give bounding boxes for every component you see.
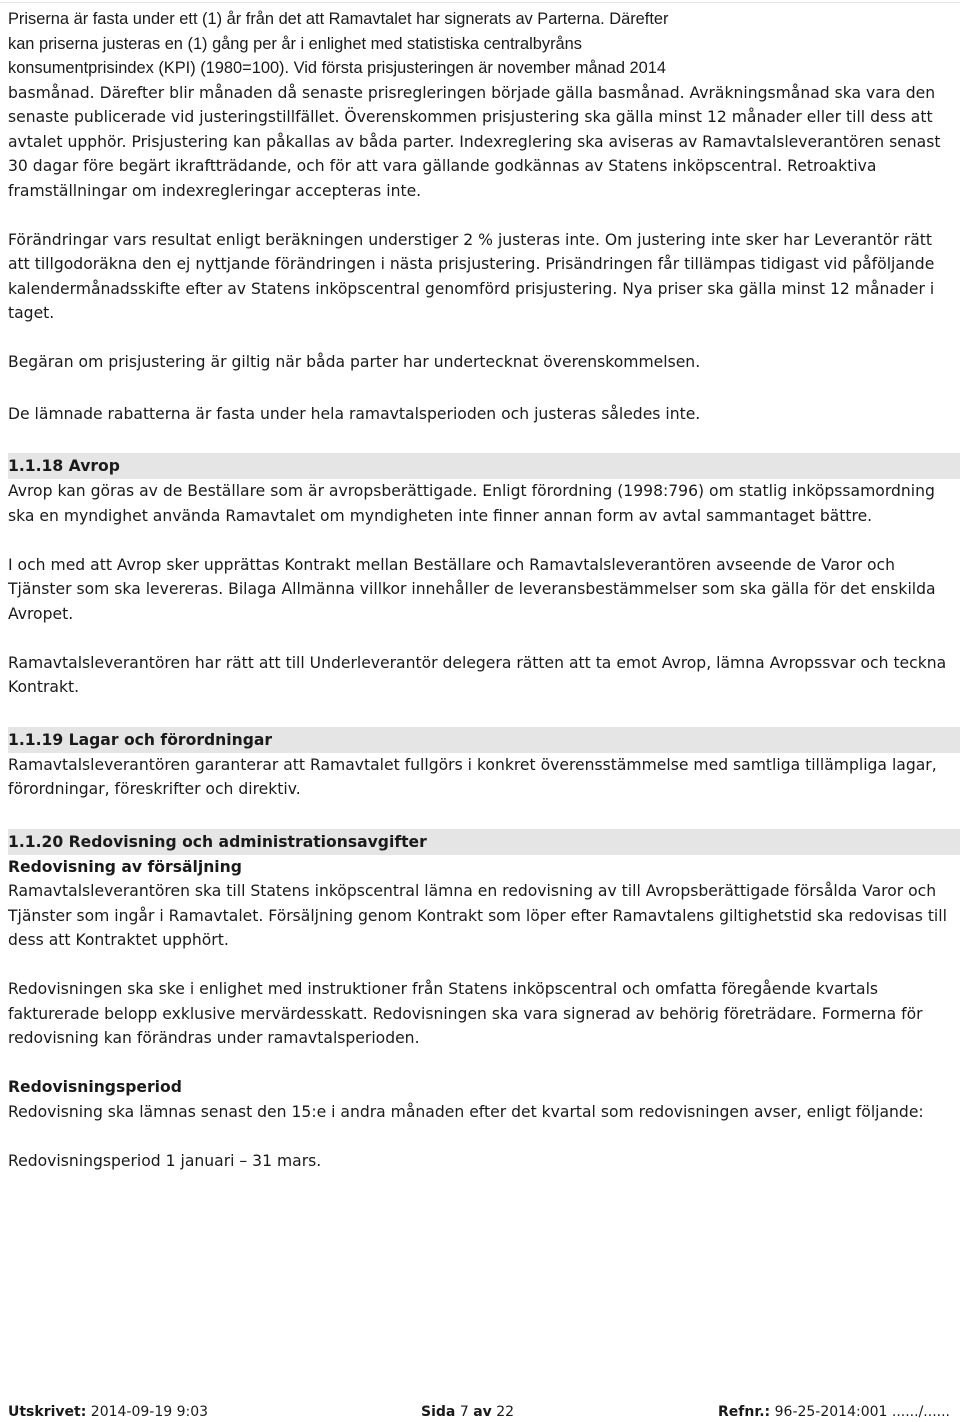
paragraph-text: basmånad. Därefter blir månaden då senaste prisregleringen började gälla basmånad. Avräkningsmånad ska vara den senaste publicerade vid justeringstillfället. Överenskommen prisjustering ska gälla minst 12 månader eller till dess att avtalet upphör. Prisjustering kan påkallas av båda parter. Indexreglering ska aviseras av Ramavtalsleverantören senast 30 dagar före begärt ikraftträdande, och för att vara gällande godkännas av Statens inköpscentral. Retroaktiva framställningar om indexregleringar accepteras inte.: [8, 83, 941, 200]
paragraph-text: Redovisningsperiod 1 januari – 31 mars.: [8, 1151, 322, 1170]
ref-value: 96-25-2014:001 ....../......: [774, 1404, 950, 1420]
paragraph-line: kan priserna justeras en (1) gång per år i enlighet med statistiska centralbyråns: [8, 34, 582, 53]
ref-label: Refnr.:: [718, 1404, 771, 1420]
section-heading: 1.1.19 Lagar och förordningar: [8, 727, 960, 753]
top-rule: [0, 2, 960, 3]
printed-label: Utskrivet:: [8, 1404, 87, 1420]
price-paragraph: [8, 7, 954, 203]
paragraph-text: Ramavtalsleverantören ska till Statens inköpscentral lämna en redovisning av till Avropsberättigade försålda Varor och Tjänster som ingår i Ramavtalet. Försäljning genom Kontrakt som löper efter Ramavtalens giltighetstid ska redovisas till dess att Kontraktet upphört.: [8, 882, 947, 949]
page-label: Sida: [421, 1404, 456, 1420]
page-of: av: [473, 1404, 492, 1420]
reference-number: [718, 1403, 950, 1421]
paragraph-line: Priserna är fasta under ett (1) år från det att Ramavtalet har signerats av Parterna. Därefter: [8, 10, 669, 28]
paragraph-text: Redovisning ska lämnas senast den 15:e i andra månaden efter det kvartal som redovisningen avser, enligt följande:: [8, 1102, 924, 1121]
paragraph-text: De lämnade rabatterna är fasta under hela ramavtalsperioden och justeras således inte.: [8, 404, 701, 423]
paragraph-text: Redovisningen ska ske i enlighet med instruktioner från Statens inköpscentral och omfatta föregående kvartals fakturerade belopp exklusive mervärdesskatt. Redovisningen ska vara signerad av behörig företrädare. Formerna för redovisning kan förändras under ramavtalsperioden.: [8, 980, 923, 1047]
paragraph-text: Ramavtalsleverantören garanterar att Ramavtalet fullgörs i konkret överensstämmelse med samtliga tillämpliga lagar, förordningar, föreskrifter och direktiv.: [8, 755, 937, 798]
paragraph-text: Avrop kan göras av de Beställare som är avropsberättigade. Enligt förordning (1998:796) om statlig inköpssamordning ska en myndighet använda Ramavtalet om myndigheten inte finner annan form av avtal sammantaget bättre.: [8, 482, 935, 525]
section-heading: 1.1.20 Redovisning och administrationsavgifter: [8, 829, 960, 855]
paragraph-text: Ramavtalsleverantören har rätt att till Underleverantör delegera rätten att ta emot Avrop, lämna Avropssvar och teckna Kontrakt.: [8, 653, 947, 696]
paragraph-text: I och med att Avrop sker upprättas Kontrakt mellan Beställare och Ramavtalsleverantören avseende de Varor och Tjänster som ska levereras. Bilaga Allmänna villkor innehåller de leveransbestämmelser som ska gälla för det enskilda Avropet.: [8, 555, 936, 623]
page-number: [421, 1403, 514, 1421]
printed-date: [8, 1403, 208, 1421]
printed-value: 2014-09-19 9:03: [90, 1404, 209, 1420]
paragraph-line: konsumentprisindex (KPI) (1980=100). Vid första prisjusteringen är november månad 2014: [8, 59, 666, 77]
subheading: Redovisningsperiod: [8, 1078, 182, 1096]
subheading: Redovisning av försäljning: [8, 857, 242, 876]
page-num: 7: [459, 1404, 469, 1420]
paragraph-text: Begäran om prisjustering är giltig när båda parter har undertecknat överenskommelsen.: [8, 353, 701, 371]
section-heading: 1.1.18 Avrop: [8, 453, 960, 479]
document-page: [8, 7, 954, 1173]
page-total: 22: [496, 1404, 515, 1420]
paragraph-text: Förändringar vars resultat enligt beräkningen understiger 2 % justeras inte. Om justering inte sker har Leverantör rätt att tillgodoräkna den ej nyttjande förändringen i nästa prisjustering. Prisändringen får tillämpas tidigast vid påföljande kalendermånadsskifte efter av Statens inköpscentral genomförd prisjustering. Nya priser ska gälla minst 12 månader i taget.: [8, 230, 935, 322]
